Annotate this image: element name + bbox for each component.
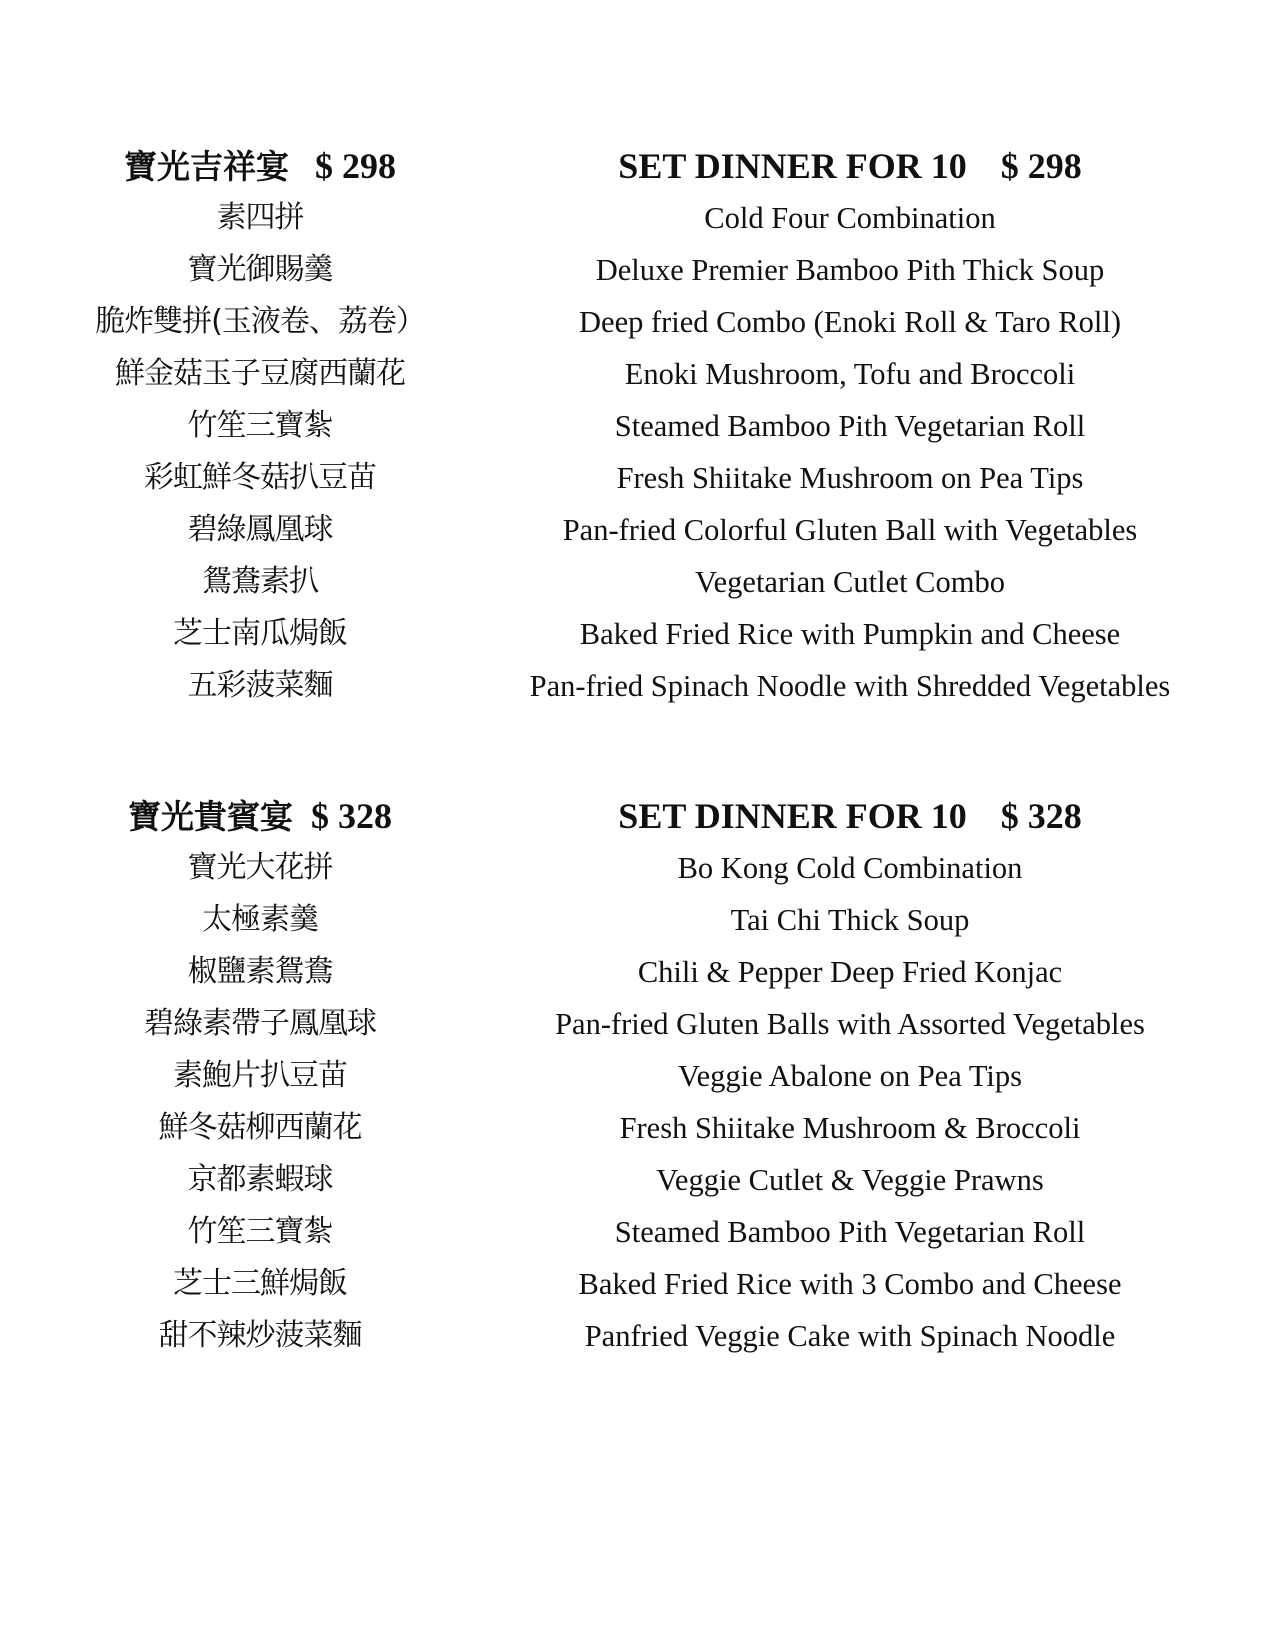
english-menu-item: Pan-fried Spinach Noodle with Shredded Vegetables [529, 669, 1171, 703]
english-set-heading [485, 790, 1215, 842]
chinese-menu-item: 京都素蝦球 [187, 1162, 333, 1197]
chinese-menu-item: 竹笙三寶紮 [187, 408, 333, 443]
chinese-set-name: 寶光吉祥宴 [124, 147, 289, 186]
english-menu-item: Fresh Shiitake Mushroom & Broccoli [619, 1111, 1081, 1145]
chinese-menu-item: 芝士三鮮焗飯 [173, 1266, 347, 1301]
chinese-menu-item: 彩虹鮮冬菇扒豆苗 [144, 460, 376, 495]
chinese-menu-item: 鮮金菇玉子豆腐西蘭花 [115, 356, 405, 391]
chinese-menu-item: 寶光御賜羹 [187, 252, 333, 287]
english-set-heading [485, 140, 1215, 192]
english-menu-item: Steamed Bamboo Pith Vegetarian Roll [614, 1215, 1086, 1249]
chinese-menu-item: 椒鹽素鴛鴦 [187, 954, 333, 989]
chinese-menu-item: 芝士南瓜焗飯 [173, 616, 347, 651]
english-menu-item: Pan-fried Gluten Balls with Assorted Vegetables [555, 1007, 1145, 1041]
english-set-title: SET DINNER FOR 10 [618, 146, 967, 186]
english-set-price: $ 298 [1000, 146, 1082, 186]
chinese-menu-item: 太極素羹 [202, 902, 318, 937]
chinese-set-price: $ 298 [315, 146, 396, 186]
english-menu-item: Fresh Shiitake Mushroom on Pea Tips [616, 461, 1084, 495]
english-menu-item: Chili & Pepper Deep Fried Konjac [637, 955, 1063, 989]
english-set-title: SET DINNER FOR 10 [618, 796, 967, 836]
english-set-price: $ 328 [1000, 796, 1082, 836]
chinese-menu-item: 碧綠素帶子鳳凰球 [144, 1006, 376, 1041]
chinese-set-name: 寶光貴賓宴 [128, 797, 293, 836]
chinese-column [60, 140, 460, 712]
chinese-menu-item: 鮮冬菇柳西蘭花 [158, 1110, 362, 1145]
english-menu-item: Panfried Veggie Cake with Spinach Noodle [584, 1319, 1116, 1353]
english-menu-item: Enoki Mushroom, Tofu and Broccoli [624, 357, 1076, 391]
english-menu-item: Baked Fried Rice with Pumpkin and Cheese [579, 617, 1121, 651]
english-menu-item: Deluxe Premier Bamboo Pith Thick Soup [595, 253, 1105, 287]
chinese-menu-item: 素四拼 [216, 200, 304, 235]
chinese-menu-item: 素鮑片扒豆苗 [173, 1058, 347, 1093]
english-menu-item: Tai Chi Thick Soup [730, 903, 970, 937]
english-menu-item: Pan-fried Colorful Gluten Ball with Vegetables [562, 513, 1138, 547]
english-menu-item: Baked Fried Rice with 3 Combo and Cheese [578, 1267, 1122, 1301]
english-menu-item: Vegetarian Cutlet Combo [694, 565, 1006, 599]
chinese-menu-item: 甜不辣炒菠菜麵 [158, 1318, 362, 1353]
chinese-menu-item: 竹笙三寶紮 [187, 1214, 333, 1249]
chinese-set-price: $ 328 [311, 796, 392, 836]
english-menu-item: Bo Kong Cold Combination [677, 851, 1023, 885]
english-menu-item: Cold Four Combination [704, 201, 996, 235]
chinese-menu-item: 寶光大花拼 [187, 850, 333, 885]
english-menu-item: Veggie Cutlet & Veggie Prawns [656, 1163, 1044, 1197]
english-column [485, 140, 1215, 712]
english-menu-item: Deep fried Combo (Enoki Roll & Taro Roll) [579, 305, 1121, 339]
english-column [485, 790, 1215, 1362]
chinese-menu-item: 鴛鴦素扒 [202, 564, 318, 599]
chinese-set-heading [60, 140, 460, 192]
chinese-column [60, 790, 460, 1362]
chinese-set-heading [60, 790, 460, 842]
english-menu-item: Steamed Bamboo Pith Vegetarian Roll [614, 409, 1086, 443]
chinese-menu-item: 五彩菠菜麵 [187, 668, 333, 703]
chinese-menu-item: 脆炸雙拼(玉液卷、荔卷） [95, 304, 425, 339]
chinese-menu-item: 碧綠鳳凰球 [187, 512, 333, 547]
english-menu-item: Veggie Abalone on Pea Tips [678, 1059, 1022, 1093]
